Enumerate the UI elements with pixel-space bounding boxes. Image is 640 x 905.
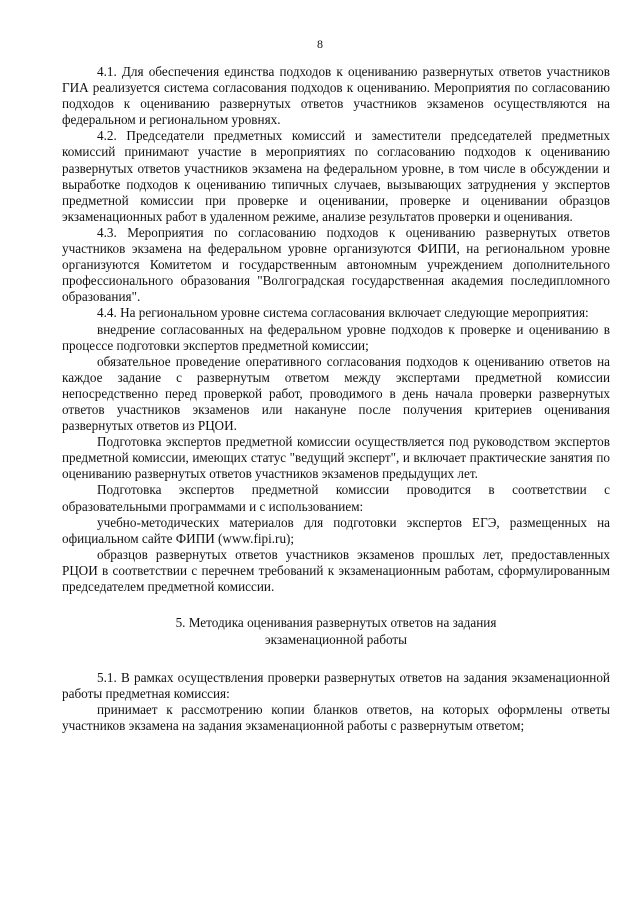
paragraph-4-4: 4.4. На региональном уровне система согласования включает следующие мероприятия: [97,305,589,321]
document-body [62,64,610,734]
section-title-line-2: экзаменационной работы [264,631,408,647]
list-item-methodical-materials: учебно-методических материалов для подготовки экспертов ЕГЭ, размещенных на официальном сайте ФИПИ (www.fipi.ru); [62,514,610,546]
section-5-title [62,615,610,648]
list-item-answer-samples: образцов развернутых ответов участников экзаменов прошлых лет, предоставленных РЦОИ в соответствии с перечнем требований к экзаменационным работам, сформулированным председателем предметной комиссии. [62,546,610,594]
list-item-operational-agreement: обязательное проведение оперативного согласования подходов к оцениванию ответов на каждое задание с развернутым ответом между экспертами предметной комиссии непосредственно перед проверкой работ, проводимого в день начала проверки развернутых ответов участников экзаменов или накануне после получения критериев оценивания развернутых ответов из РЦОИ. [62,353,610,434]
page-number: 8 [317,37,323,51]
section-title-line-1: 5. Методика оценивания развернутых ответов на задания [175,615,497,631]
paragraph-training-programs: Подготовка экспертов предметной комиссии проводится в соответствии с образовательными программами и с использованием: [62,482,610,514]
paragraph-5-1: 5.1. В рамках осуществления проверки развернутых ответов на задания экзаменационной работы предметная комиссия: [62,670,610,702]
paragraph-4-3: 4.3. Мероприятия по согласованию подходов к оцениванию развернутых ответов участников экзамена на федеральном уровне организуются ФИПИ, на региональном уровне организуются Комитетом и государственным автономным учреждением дополнительного профессионального образования "Волгоградская государственная академия последипломного образования". [62,224,610,305]
paragraph-4-1: 4.1. Для обеспечения единства подходов к оцениванию развернутых ответов участников ГИА реализуется система согласования подходов к оцениванию. Мероприятия по согласованию подходов к оцениванию развернутых ответов участников экзаменов осуществляются на федеральном и региональном уровнях. [62,64,610,128]
paragraph-4-2: 4.2. Председатели предметных комиссий и заместители председателей предметных комиссий принимают участие в мероприятиях по согласованию подходов к оцениванию развернутых ответов участников экзамена на федеральном уровне, в том числе в обсуждении и выработке подходов к оцениванию типичных случаев, вызывающих затруднения у экспертов предметной комиссии при проверке и оценивании, проверке и оценивании образцов экзаменационных работ в удаленном режиме, анализе результатов проверки и оценивания. [62,128,610,224]
list-item-implementation: внедрение согласованных на федеральном уровне подходов к проверке и оцениванию в процессе подготовки экспертов предметной комиссии; [62,321,610,353]
list-item-accepts-copies: принимает к рассмотрению копии бланков ответов, на которых оформлены ответы участников экзамена на задания экзаменационной работы с развернутым ответом; [62,702,610,734]
paragraph-expert-training: Подготовка экспертов предметной комиссии осуществляется под руководством экспертов предметной комиссии, имеющих статус "ведущий эксперт", и включает практические занятия по оцениванию развернутых ответов участников экзаменов предыдущих лет. [62,434,610,482]
